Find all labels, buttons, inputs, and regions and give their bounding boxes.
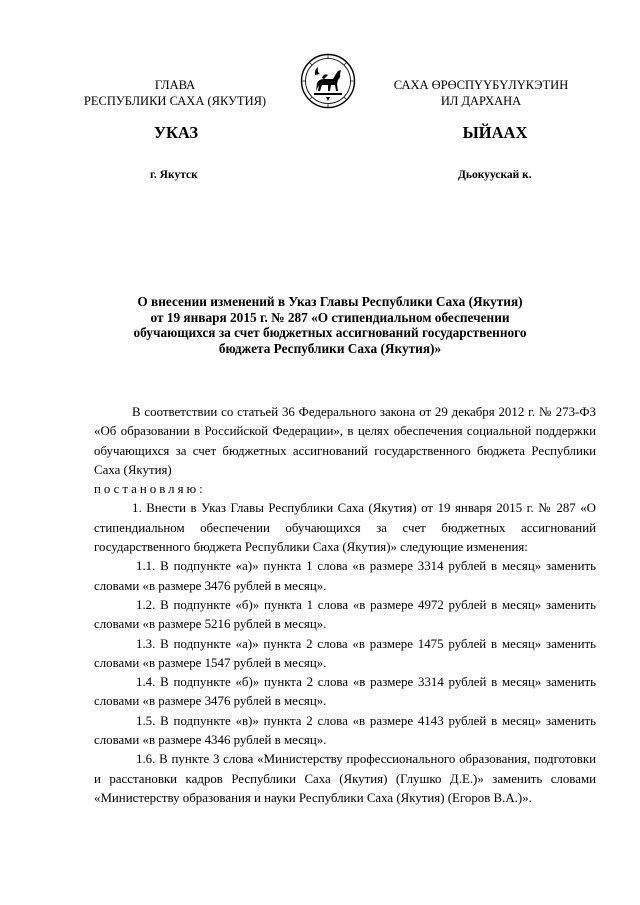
place-ru: г. Якутск <box>150 169 198 181</box>
place-sakha: Дьокуускай к. <box>458 169 532 181</box>
header-left-line1: ГЛАВА <box>154 78 196 92</box>
doc-type-sakha: ЫЙААХ <box>462 123 528 142</box>
doc-type-ru: УКАЗ <box>153 123 199 142</box>
paragraph-1-1: 1.1. В подпункте «а)» пункта 1 слова «в размере 3314 рублей в месяц» заменить словами «в размере 3476 рублей в месяц». <box>94 559 596 593</box>
header-right <box>362 77 600 109</box>
paragraph-1-6: 1.6. В пункте 3 слова «Министерству профессионального образования, подготовки и расстановки кадров Республики Саха (Якутия) (Глушко Д.Е.)» заменить словами «Министерству образования и науки Республики Саха (Якутия) (Егоров В.А.)». <box>94 752 596 805</box>
decree-title <box>80 294 580 356</box>
header-right-line2: ИЛ ДАРХАНА <box>440 94 522 108</box>
paragraph-resolve: постановляю: <box>94 482 206 497</box>
title-line3: обучающихся за счет бюджетных ассигнований государственного <box>133 325 527 340</box>
title-line2: от 19 января 2015 г. № 287 «О стипендиальном обеспечении <box>150 309 510 325</box>
paragraph-1-2: 1.2. В подпункте «б)» пункта 1 слова «в размере 4972 рублей в месяц» заменить словами «в размере 5216 рублей в месяц». <box>94 597 596 632</box>
paragraph-1: 1. Внести в Указ Главы Республики Саха (Якутия) от 19 января 2015 г. № 287 «О стипендиальном обеспечении обучающихся за счет бюджетных ассигнований государственного бюджета Республики Саха (Якутия)» следующие изменения: <box>94 501 596 555</box>
republic-emblem-icon <box>300 53 356 109</box>
header-left <box>60 77 290 109</box>
paragraph-1-4: 1.4. В подпункте «б)» пункта 2 слова «в размере 3314 рублей в месяц» заменить словами «в размере 3476 рублей в месяц». <box>94 675 596 709</box>
header-left-line2: РЕСПУБЛИКИ САХА (ЯКУТИЯ) <box>83 94 267 108</box>
paragraph-1-5: 1.5. В подпункте «в)» пункта 2 слова «в размере 4143 рублей в месяц» заменить словами «в размере 4346 рублей в месяц». <box>94 713 596 748</box>
decree-body <box>94 403 596 808</box>
paragraph-intro: В соответствии со статьей 36 Федерального закона от 29 декабря 2012 г. № 273-ФЗ «Об образовании в Российской Федерации», в целях обеспечения социальной поддержки обучающихся за счет бюджетных ассигнований государственного бюджета Республики Саха (Якутия) <box>94 405 596 477</box>
header-right-line1: САХА ӨРӨСПҮҮБҮЛҮКЭТИН <box>393 78 569 92</box>
title-line1: О внесении изменений в Указ Главы Республики Саха (Якутия) <box>137 294 523 309</box>
paragraph-1-3: 1.3. В подпункте «а)» пункта 2 слова «в размере 1475 рублей в месяц» заменить словами «в размере 1547 рублей в месяц». <box>94 636 596 670</box>
title-line4: бюджета Республики Саха (Якутия)» <box>218 340 442 356</box>
